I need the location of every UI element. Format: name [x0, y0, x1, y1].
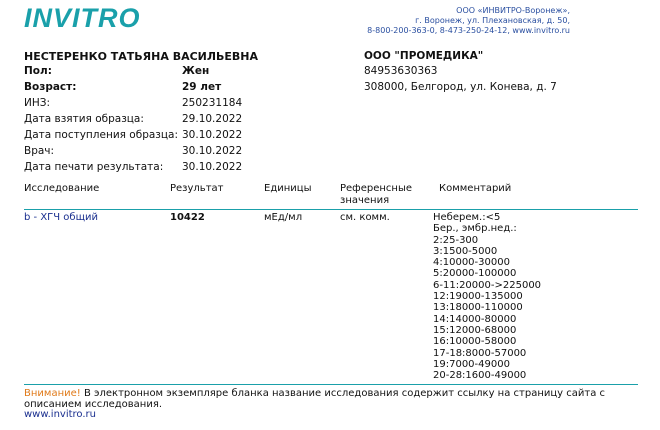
table-divider [24, 209, 638, 210]
field-value: 30.10.2022 [182, 161, 243, 173]
result-units: мЕд/мл [264, 212, 303, 223]
result-value: 10422 [170, 212, 205, 223]
header-ref-1: Референсные [340, 183, 413, 194]
comment-line: 2:25-300 [433, 234, 479, 246]
field-value: 30.10.2022 [182, 129, 243, 141]
comment-line: 20-28:1600-49000 [433, 370, 527, 382]
field-label: Пол: [24, 65, 52, 77]
org-name: ООО "ПРОМЕДИКА" [364, 50, 484, 62]
comment-line: 3:1500-5000 [433, 245, 498, 257]
field-label: Врач: [24, 145, 55, 157]
website-link[interactable]: www.invitro.ru [24, 409, 96, 420]
field-label: Дата взятия образца: [24, 113, 144, 125]
header-comments: Комментарий [439, 183, 512, 194]
header-test: Исследование [24, 183, 100, 194]
header-result: Результат [170, 183, 224, 194]
warning-text: В электронном экземпляре бланка название исследования содержит ссылку на страницу сайта с описанием исследования. [24, 388, 606, 410]
comment-list [433, 212, 541, 381]
comment-line: Бер., эмбр.нед.: [433, 223, 517, 235]
field-value: Жен [182, 65, 210, 77]
footer-note [24, 388, 644, 410]
comment-line: 15:12000-68000 [433, 324, 517, 336]
comment-line: 17-18:8000-57000 [433, 347, 527, 359]
invitro-logo: INVITRO [24, 3, 141, 33]
lab-name: ООО «ИНВИТРО-Воронеж», [456, 6, 570, 15]
cut-off-footer-text [24, 424, 624, 430]
warning-label: Внимание! [24, 388, 81, 399]
comment-line: 13:18000-110000 [433, 302, 523, 314]
comment-line: 16:10000-58000 [433, 336, 517, 348]
field-label: Дата печати результата: [24, 161, 164, 173]
org-address: 308000, Белгород, ул. Конева, д. 7 [364, 81, 557, 93]
field-label: Дата поступления образца: [24, 129, 178, 141]
lab-address-block [310, 6, 570, 36]
patient-name: НЕСТЕРЕНКО ТАТЬЯНА ВАСИЛЬЕВНА [24, 50, 259, 63]
field-value: 29.10.2022 [182, 113, 243, 125]
comment-line: 5:20000-100000 [433, 268, 517, 280]
field-value: 29 лет [182, 81, 222, 93]
header-ref-2: значения [340, 195, 390, 206]
lab-address: г. Воронеж, ул. Плехановская, д. 50, [415, 16, 570, 25]
comment-line: Неберем.:<5 [433, 212, 501, 223]
header-units: Единицы [264, 183, 312, 194]
footer-divider [24, 384, 638, 385]
comment-line: 6-11:20000->225000 [433, 279, 542, 291]
comment-line: 19:7000-49000 [433, 358, 510, 370]
test-name-link[interactable]: b - ХГЧ общий [24, 212, 98, 223]
field-label: Возраст: [24, 81, 77, 93]
field-label: ИНЗ: [24, 97, 51, 109]
field-value: 250231184 [182, 97, 243, 109]
reference-values: см. комм. [340, 212, 390, 223]
lab-contacts: 8-800-200-363-0, 8-473-250-24-12, www.invitro.ru [367, 26, 570, 35]
field-value: 30.10.2022 [182, 145, 243, 157]
org-phone: 84953630363 [364, 65, 438, 77]
comment-line: 4:10000-30000 [433, 257, 510, 269]
comment-line: 12:19000-135000 [433, 291, 523, 303]
comment-line: 14:14000-80000 [433, 313, 517, 325]
